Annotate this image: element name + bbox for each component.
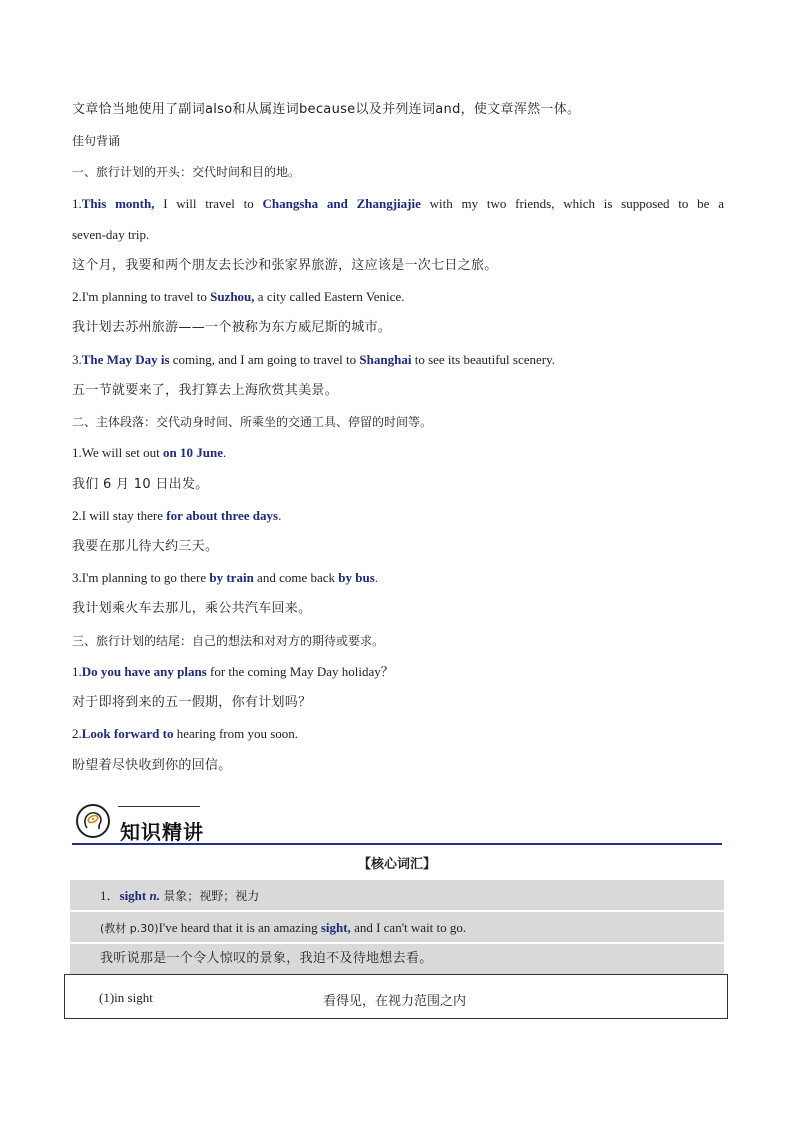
- vocab-heading: 【核心词汇】: [357, 857, 436, 872]
- part3-heading: 三、旅行计划的结尾：自己的想法和对对方的期待或要求。: [72, 634, 385, 648]
- phrase-en: (1)in sight: [99, 990, 153, 1005]
- phrase-cn: 看得见，在视力范围之内: [323, 994, 467, 1009]
- part1-sentence-3: [72, 351, 724, 369]
- part1-sentence-2-cn: 我计划去苏州旅游——一个被称为东方威尼斯的城市。: [72, 320, 392, 335]
- part2-sentence-2-cn: 我要在那儿待大约三天。: [72, 539, 219, 554]
- part2-heading: 二、主体段落：交代动身时间、所乘坐的交通工具、停留的时间等。: [72, 415, 433, 429]
- highlight: Do you have any plans: [81, 664, 207, 679]
- num: 1.: [72, 664, 82, 679]
- text: and come back: [253, 570, 339, 585]
- text: to see its beautiful scenery.: [411, 352, 556, 367]
- textbook-ref: (教材 p.30): [100, 922, 159, 935]
- part2-sentence-1-cn: 我们 6 月 10 日出发。: [72, 477, 209, 492]
- highlight: The May Day is: [81, 352, 170, 367]
- knowledge-section-header: [72, 800, 724, 848]
- text: 2.I'm planning to travel to: [72, 289, 211, 304]
- part1-heading: 一、旅行计划的开头：交代时间和目的地。: [72, 165, 301, 179]
- highlight: sight,: [320, 920, 351, 935]
- section-title: 佳句背诵: [72, 134, 121, 148]
- part3-sentence-2-cn: 盼望着尽快收到你的回信。: [72, 758, 232, 773]
- part1-sentence-1-cont: seven-day trip.: [72, 227, 150, 242]
- vocab-row-word: [70, 880, 724, 910]
- example-sentence: [100, 919, 466, 938]
- header-underline: [72, 843, 722, 845]
- part3-sentence-1-cn: 对于即将到来的五一假期，你有计划吗？: [72, 695, 312, 710]
- part2-sentence-1: [72, 444, 724, 462]
- word-entry: [100, 887, 259, 905]
- part3-sentence-1: [72, 663, 724, 681]
- highlight: by bus: [338, 570, 375, 585]
- knowledge-title: 知识精讲: [120, 820, 204, 844]
- part1-sentence-2: [72, 288, 724, 306]
- text: 2.I will stay there: [72, 508, 167, 523]
- text: I will travel to: [154, 196, 263, 211]
- word-pos: n.: [149, 888, 160, 903]
- text: .: [374, 570, 379, 585]
- intro-line: 文章恰当地使用了副词also和从属连词because以及并列连词and，使文章浑然一体。: [72, 102, 581, 117]
- text: and I can't wait to go.: [350, 920, 467, 935]
- part2-sentence-2: [72, 507, 724, 525]
- highlight: on 10 June: [163, 445, 223, 460]
- header-top-rule: [118, 806, 200, 807]
- text: coming, and I am going to travel to: [169, 352, 360, 367]
- head-thinking-icon: [76, 804, 110, 838]
- part1-sentence-1-cn: 这个月，我要和两个朋友去长沙和张家界旅游，这应该是一次七日之旅。: [72, 258, 498, 273]
- text: 3.I'm planning to go there: [72, 570, 210, 585]
- text: .: [223, 445, 227, 460]
- phrase-box: [64, 974, 728, 1019]
- text: 1.We will set out: [72, 445, 164, 460]
- part2-sentence-3: [72, 569, 724, 587]
- text: .: [278, 508, 282, 523]
- highlight: Changsha and Zhangjiajie: [262, 196, 421, 211]
- highlight: Shanghai: [359, 352, 412, 367]
- vocab-row-example: [70, 912, 724, 942]
- word-num: 1．: [100, 888, 120, 903]
- highlight: Suzhou,: [210, 289, 255, 304]
- highlight: This month,: [81, 196, 155, 211]
- num: 1.: [72, 196, 82, 211]
- text: for the coming May Day holiday？: [206, 664, 394, 679]
- example-translation: 我听说那是一个令人惊叹的景象，我迫不及待地想去看。: [100, 951, 433, 966]
- highlight: by train: [209, 570, 254, 585]
- num: 3.: [72, 352, 82, 367]
- part2-sentence-3-cn: 我计划乘火车去那儿，乘公共汽车回来。: [72, 601, 312, 616]
- text: a city called Eastern Venice.: [254, 289, 405, 304]
- text: I've heard that it is an amazing: [158, 920, 321, 935]
- highlight: Look forward to: [81, 726, 174, 741]
- num: 2.: [72, 726, 82, 741]
- text: hearing from you soon.: [173, 726, 299, 741]
- highlight: for about three days: [166, 508, 279, 523]
- word: sight: [119, 888, 147, 903]
- text: with my two friends, which is supposed to be a: [420, 196, 724, 211]
- word-meaning: 景象；视野；视力: [163, 889, 260, 903]
- vocab-row-example-cn: [70, 944, 724, 974]
- part1-sentence-3-cn: 五一节就要来了，我打算去上海欣赏其美景。: [72, 383, 339, 398]
- part1-sentence-1: [72, 195, 724, 213]
- part3-sentence-2: [72, 725, 724, 743]
